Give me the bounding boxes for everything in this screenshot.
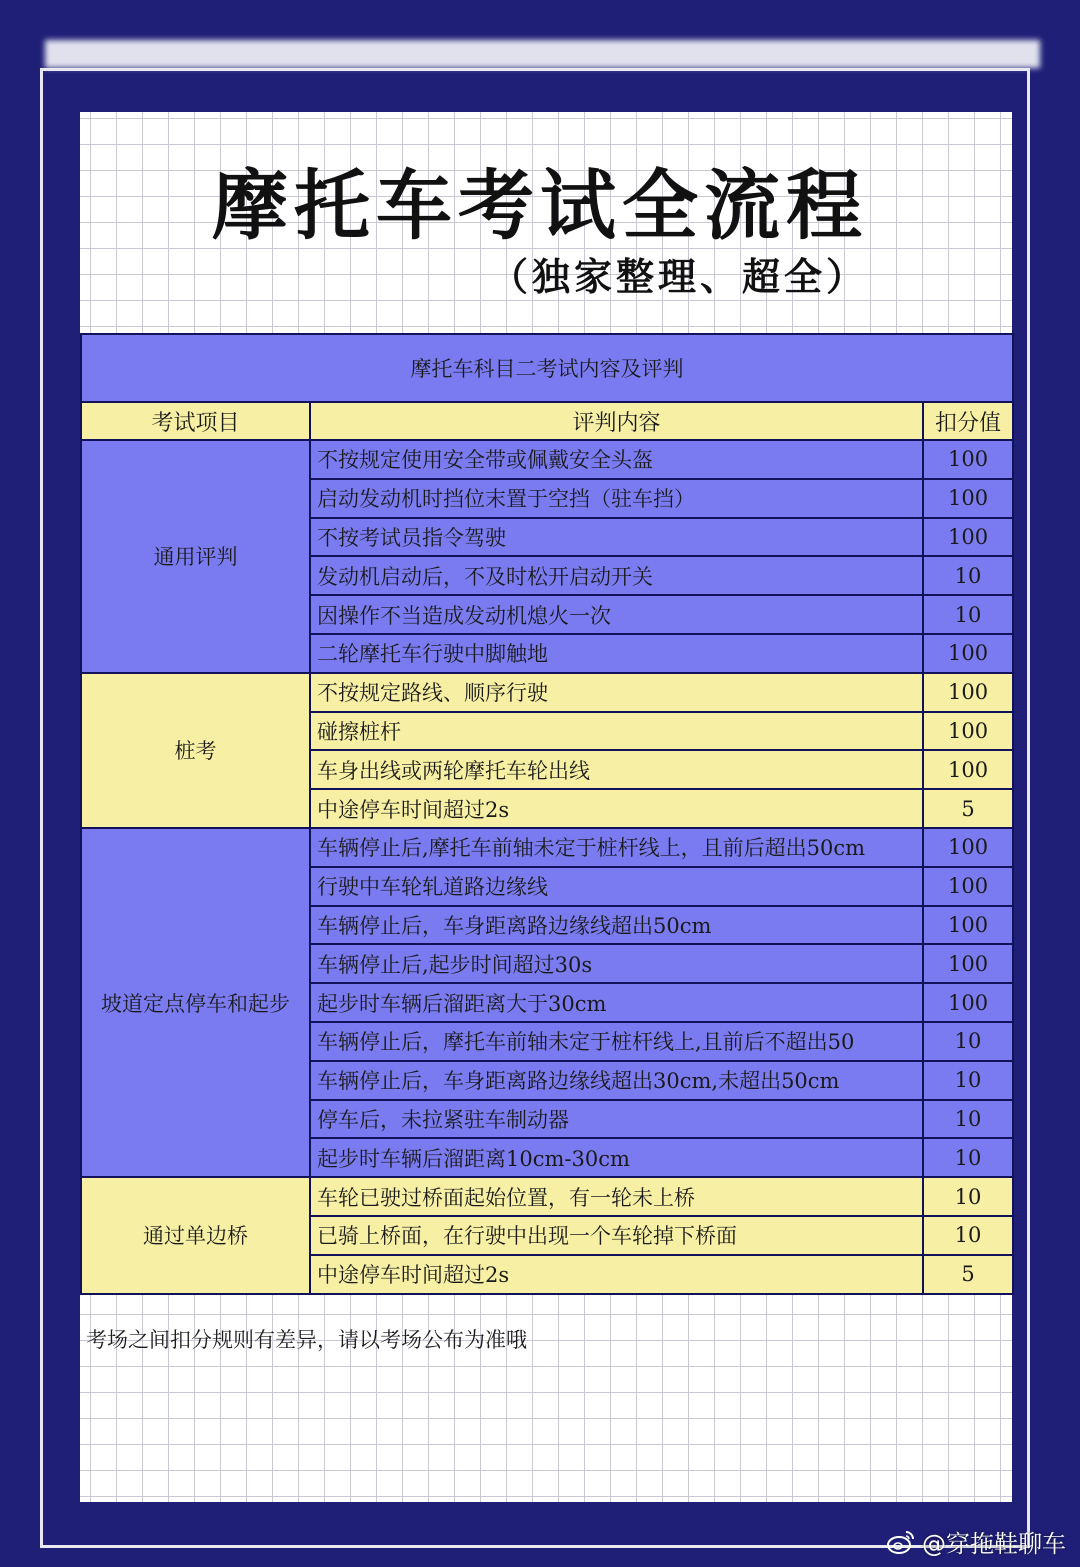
- criterion-cell: 起步时车辆后溜距离大于30cm: [310, 983, 923, 1022]
- criterion-cell: 停车后，未拉紧驻车制动器: [310, 1100, 923, 1139]
- footnote: 考场之间扣分规则有差异，请以考场公布为准哦: [86, 1328, 527, 1352]
- deduction-cell: 100: [923, 983, 1013, 1022]
- category-cell: 坡道定点停车和起步: [81, 828, 310, 1177]
- criterion-cell: 车辆停止后,起步时间超过30s: [310, 944, 923, 983]
- deduction-cell: 10: [923, 556, 1013, 595]
- table-caption: 摩托车科目二考试内容及评判: [81, 334, 1013, 402]
- deduction-cell: 100: [923, 712, 1013, 751]
- deduction-cell: 100: [923, 867, 1013, 906]
- criterion-cell: 中途停车时间超过2s: [310, 789, 923, 828]
- page-subtitle: （独家整理、超全）: [490, 255, 869, 299]
- header-category: 考试项目: [81, 402, 310, 440]
- deduction-cell: 100: [923, 634, 1013, 673]
- deduction-cell: 100: [923, 750, 1013, 789]
- criterion-cell: 不按规定路线、顺序行驶: [310, 673, 923, 712]
- header-content: 评判内容: [310, 402, 923, 440]
- deduction-cell: 5: [923, 1255, 1013, 1294]
- deduction-cell: 10: [923, 1216, 1013, 1255]
- deduction-cell: 10: [923, 1061, 1013, 1100]
- deduction-cell: 10: [923, 1138, 1013, 1177]
- criterion-cell: 不按考试员指令驾驶: [310, 518, 923, 557]
- criterion-cell: 车辆停止后，车身距离路边缘线超出30cm,未超出50cm: [310, 1061, 923, 1100]
- deduction-cell: 100: [923, 440, 1013, 479]
- criterion-cell: 起步时车辆后溜距离10cm-30cm: [310, 1138, 923, 1177]
- criterion-cell: 已骑上桥面，在行驶中出现一个车轮掉下桥面: [310, 1216, 923, 1255]
- weibo-icon: [886, 1529, 916, 1555]
- table-row: [81, 1177, 1013, 1216]
- deduction-cell: 100: [923, 828, 1013, 867]
- criterion-cell: 启动发动机时挡位末置于空挡（驻车挡）: [310, 479, 923, 518]
- page-title: 摩托车考试全流程: [212, 161, 868, 250]
- watermark: [886, 1524, 1066, 1559]
- deduction-cell: 100: [923, 479, 1013, 518]
- deduction-cell: 10: [923, 1100, 1013, 1139]
- criterion-cell: 车身出线或两轮摩托车轮出线: [310, 750, 923, 789]
- deduction-cell: 10: [923, 1022, 1013, 1061]
- criterion-cell: 车辆停止后，车身距离路边缘线超出50cm: [310, 906, 923, 945]
- watermark-text: @穿拖鞋聊车: [922, 1530, 1066, 1558]
- category-cell: 通过单边桥: [81, 1177, 310, 1293]
- criterion-cell: 车辆停止后,摩托车前轴未定于桩杆线上，且前后超出50cm: [310, 828, 923, 867]
- criterion-cell: 行驶中车轮轧道路边缘线: [310, 867, 923, 906]
- deduction-cell: 10: [923, 1177, 1013, 1216]
- criterion-cell: 车辆停止后，摩托车前轴未定于桩杆线上,且前后不超出50: [310, 1022, 923, 1061]
- deduction-cell: 100: [923, 906, 1013, 945]
- deduction-cell: 100: [923, 673, 1013, 712]
- criterion-cell: 中途停车时间超过2s: [310, 1255, 923, 1294]
- table-row: [81, 673, 1013, 712]
- table-row: [81, 440, 1013, 479]
- table-row: [81, 828, 1013, 867]
- criterion-cell: 因操作不当造成发动机熄火一次: [310, 595, 923, 634]
- deduction-cell: 10: [923, 595, 1013, 634]
- criterion-cell: 车轮已驶过桥面起始位置，有一轮未上桥: [310, 1177, 923, 1216]
- criterion-cell: 不按规定使用安全带或佩戴安全头盔: [310, 440, 923, 479]
- criterion-cell: 碰擦桩杆: [310, 712, 923, 751]
- deduction-cell: 100: [923, 944, 1013, 983]
- header-deduction: 扣分值: [923, 402, 1013, 440]
- top-blur-strip: [45, 40, 1040, 68]
- deduction-cell: 5: [923, 789, 1013, 828]
- exam-table-container: [80, 333, 1012, 1295]
- exam-table: [80, 333, 1014, 1295]
- criterion-cell: 发动机启动后，不及时松开启动开关: [310, 556, 923, 595]
- deduction-cell: 100: [923, 518, 1013, 557]
- category-cell: 桩考: [81, 673, 310, 828]
- criterion-cell: 二轮摩托车行驶中脚触地: [310, 634, 923, 673]
- category-cell: 通用评判: [81, 440, 310, 673]
